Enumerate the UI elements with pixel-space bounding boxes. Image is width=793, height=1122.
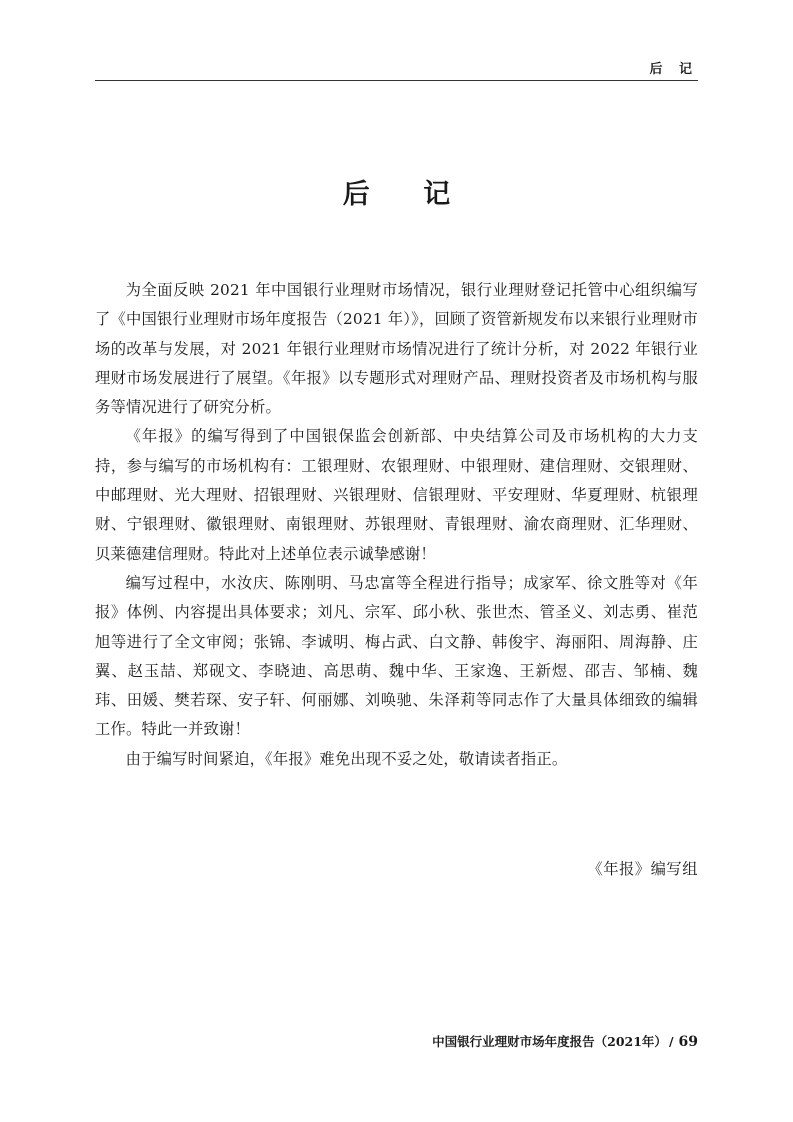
footer-separator: /	[668, 1034, 674, 1049]
running-head: 后 记	[649, 62, 698, 77]
paragraph-intro: 为全面反映 2021 年中国银行业理财市场情况，银行业理财登记托管中心组织编写了《中国银行业理财市场年度报告（2021 年）》，回顾了资管新规发布以来银行业理财市场的改革与发展，对 2021 年银行业理财市场情况进行了统计分析，对 2022 年银行业理财市场发展进行了展望。《年报》以专题形式对理财产品、理财投资者及市场机构与服务等情况进行了研究分析。	[95, 281, 698, 417]
paragraph-institutions: 《年报》的编写得到了中国银保监会创新部、中央结算公司及市场机构的大力支持，参与编写的市场机构有：工银理财、农银理财、中银理财、建信理财、交银理财、中邮理财、光大理财、招银理财、兴银理财、信银理财、平安理财、华夏理财、杭银理财、宁银理财、徽银理财、南银理财、苏银理财、青银理财、渝农商理财、汇华理财、贝莱德建信理财。特此对上述单位表示诚挚感谢！	[95, 427, 698, 563]
body-text	[95, 276, 698, 774]
paragraph-closing: 由于编写时间紧迫，《年报》难免出现不妥之处，敬请读者指正。	[125, 749, 568, 768]
page-footer	[432, 1032, 698, 1050]
footer-publication-title: 中国银行业理财市场年度报告（2021年）	[432, 1034, 667, 1049]
signature: 《年报》编写组	[587, 860, 698, 878]
page-title: 后 记	[342, 179, 473, 210]
header-rule	[95, 80, 698, 81]
page-number: 69	[678, 1034, 698, 1050]
paragraph-contributors: 编写过程中，水汝庆、陈刚明、马忠富等全程进行指导；成家军、徐文胜等对《年报》体例、内容提出具体要求；刘凡、宗军、邱小秋、张世杰、管圣义、刘志勇、崔范旭等进行了全文审阅；张锦、李诚明、梅占武、白文静、韩俊宇、海丽阳、周海静、庄翼、赵玉喆、郑砚文、李晓迪、高思萌、魏中华、王家逸、王新煜、邵吉、邹楠、魏玮、田媛、樊若琛、安子轩、何丽娜、刘唤驰、朱泽莉等同志作了大量具体细致的编辑工作。特此一并致谢！	[95, 573, 698, 739]
